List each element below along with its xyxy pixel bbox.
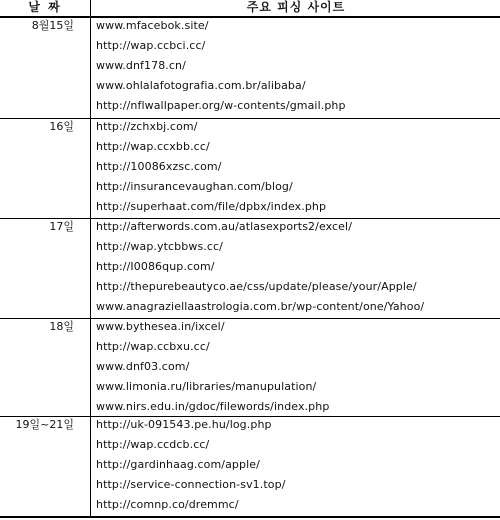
- url-cell: http://insurancevaughan.com/blog/: [96, 180, 293, 193]
- url-cell: www.dnf03.com/: [96, 360, 190, 373]
- url-cell: www.ohlalafotografia.com.br/alibaba/: [96, 79, 306, 92]
- url-cell: http://wap.ccxbb.cc/: [96, 140, 210, 153]
- url-cell: www.bythesea.in/ixcel/: [96, 320, 225, 333]
- url-cell: www.mfacebok.site/: [96, 19, 209, 32]
- date-group: [0, 416, 500, 517]
- date-cell: 19일~21일: [15, 418, 74, 431]
- column-divider: [90, 0, 91, 518]
- url-cell: http://10086xzsc.com/: [96, 160, 222, 173]
- url-cell: http://comnp.co/dremmc/: [96, 498, 239, 511]
- url-cell: www.anagraziellaastrologia.com.br/wp-content/one/Yahoo/: [96, 300, 425, 313]
- date-group: [0, 218, 500, 319]
- date-cell: 17일: [49, 220, 74, 233]
- url-cell: www.dnf178.cn/: [96, 59, 186, 72]
- url-cell: http://nflwallpaper.org/w-contents/gmail.php: [96, 99, 346, 112]
- url-cell: www.nirs.edu.in/gdoc/filewords/index.php: [96, 400, 330, 413]
- url-cell: http://thepurebeautyco.ae/css/update/please/your/Apple/: [96, 280, 417, 293]
- date-group: [0, 318, 500, 419]
- url-cell: http://wap.ccdcb.cc/: [96, 438, 210, 451]
- date-group: [0, 18, 500, 118]
- date-cell: 8월15일: [31, 19, 74, 32]
- url-cell: http://wap.ccbci.cc/: [96, 39, 206, 52]
- date-column-header: 날 짜: [28, 0, 62, 14]
- url-cell: www.limonia.ru/libraries/manupulation/: [96, 380, 317, 393]
- url-cell: http://superhaat.com/file/dpbx/index.php: [96, 200, 327, 213]
- date-cell: 18일: [49, 320, 74, 333]
- url-cell: http://gardinhaag.com/apple/: [96, 458, 260, 471]
- table-header: [0, 0, 500, 18]
- url-cell: http://wap.ytcbbws.cc/: [96, 240, 223, 253]
- url-cell: http://afterwords.com.au/atlasexports2/excel/: [96, 220, 353, 233]
- url-cell: http://zchxbj.com/: [96, 120, 198, 133]
- url-cell: http://wap.ccbxu.cc/: [96, 340, 210, 353]
- url-cell: http://I0086qup.com/: [96, 260, 215, 273]
- date-cell: 16일: [49, 120, 74, 133]
- url-cell: http://service-connection-sv1.top/: [96, 478, 286, 491]
- table-bottom-border: [0, 516, 500, 518]
- sites-column-header: 주요 피싱 사이트: [246, 0, 346, 14]
- url-cell: http://uk-091543.pe.hu/log.php: [96, 418, 272, 431]
- date-group: [0, 118, 500, 219]
